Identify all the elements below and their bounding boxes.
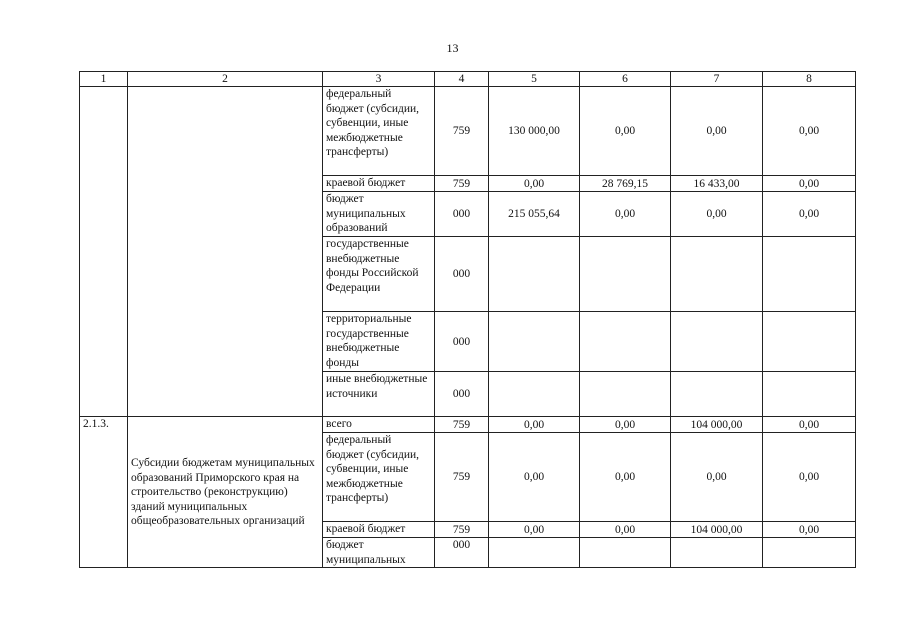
header-col-6: 6: [580, 72, 671, 87]
code-cell: 000: [435, 192, 489, 237]
value-cell: [763, 372, 856, 417]
value-cell: [671, 237, 763, 312]
value-cell: 0,00: [580, 522, 671, 538]
header-row: [80, 72, 856, 87]
funding-source: государственные внебюджетные фонды Российской Федерации: [323, 237, 435, 312]
value-cell: 0,00: [489, 176, 580, 192]
code-cell: 000: [435, 237, 489, 312]
code-cell: 759: [435, 87, 489, 176]
value-cell: 0,00: [763, 433, 856, 522]
table-row: [80, 87, 856, 176]
page-number: 13: [446, 41, 459, 55]
item-number-cell: [80, 87, 128, 417]
funding-source: иные внебюджетные источники: [323, 372, 435, 417]
code-cell: 759: [435, 522, 489, 538]
value-cell: 0,00: [763, 176, 856, 192]
value-cell: 16 433,00: [671, 176, 763, 192]
value-cell: 0,00: [580, 417, 671, 433]
value-cell: 28 769,15: [580, 176, 671, 192]
code-cell: 759: [435, 433, 489, 522]
value-cell: 0,00: [489, 433, 580, 522]
code-cell: 000: [435, 538, 489, 568]
value-cell: [671, 312, 763, 372]
value-cell: [489, 312, 580, 372]
header-col-3: 3: [323, 72, 435, 87]
value-cell: [671, 372, 763, 417]
value-cell: [671, 538, 763, 568]
funding-source: всего: [323, 417, 435, 433]
value-cell: [580, 372, 671, 417]
header-col-1: 1: [80, 72, 128, 87]
budget-table: [79, 71, 856, 568]
value-cell: 104 000,00: [671, 522, 763, 538]
value-cell: [489, 237, 580, 312]
code-cell: 759: [435, 176, 489, 192]
value-cell: 0,00: [763, 417, 856, 433]
value-cell: 0,00: [580, 192, 671, 237]
value-cell: 0,00: [580, 87, 671, 176]
value-cell: 130 000,00: [489, 87, 580, 176]
funding-source: федеральный бюджет (субсидии, субвенции, иные межбюджетные трансферты): [323, 87, 435, 176]
value-cell: 215 055,64: [489, 192, 580, 237]
code-cell: 000: [435, 372, 489, 417]
funding-source: бюджет муниципальных образований: [323, 192, 435, 237]
header-col-2: 2: [128, 72, 323, 87]
value-cell: 0,00: [489, 417, 580, 433]
item-description: Субсидии бюджетам муниципальных образований Приморского края на строительство (реконструкцию) зданий муниципальных общеобразовательных организаций: [128, 417, 323, 568]
table-row: [80, 417, 856, 433]
value-cell: [763, 312, 856, 372]
item-number: 2.1.3.: [80, 417, 128, 568]
value-cell: 0,00: [489, 522, 580, 538]
value-cell: [489, 372, 580, 417]
code-cell: 759: [435, 417, 489, 433]
code-cell: 000: [435, 312, 489, 372]
header-col-4: 4: [435, 72, 489, 87]
value-cell: 0,00: [763, 87, 856, 176]
value-cell: [489, 538, 580, 568]
funding-source: территориальные государственные внебюджетные фонды: [323, 312, 435, 372]
item-description-cell: [128, 87, 323, 417]
value-cell: 0,00: [671, 192, 763, 237]
value-cell: 0,00: [763, 192, 856, 237]
value-cell: [763, 237, 856, 312]
value-cell: 0,00: [763, 522, 856, 538]
funding-source: федеральный бюджет (субсидии, субвенции, иные межбюджетные трансферты): [323, 433, 435, 522]
funding-source: краевой бюджет: [323, 522, 435, 538]
value-cell: [763, 538, 856, 568]
header-col-8: 8: [763, 72, 856, 87]
header-col-7: 7: [671, 72, 763, 87]
header-col-5: 5: [489, 72, 580, 87]
value-cell: 0,00: [580, 433, 671, 522]
funding-source: краевой бюджет: [323, 176, 435, 192]
value-cell: 0,00: [671, 87, 763, 176]
value-cell: 104 000,00: [671, 417, 763, 433]
value-cell: [580, 538, 671, 568]
funding-source: бюджет муниципальных: [323, 538, 435, 568]
value-cell: [580, 237, 671, 312]
value-cell: [580, 312, 671, 372]
value-cell: 0,00: [671, 433, 763, 522]
